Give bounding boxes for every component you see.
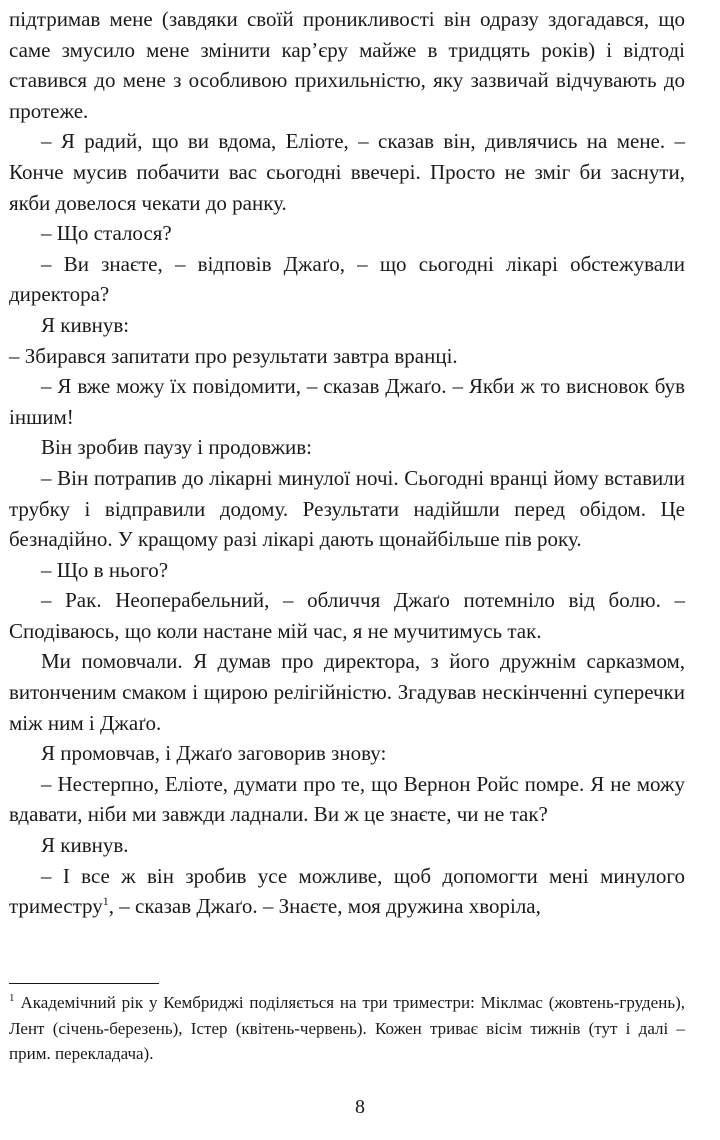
paragraph: – Рак. Неоперабельний, – обличчя Джаґо потемніло від болю. – Сподіваюсь, що коли настане мій час, я не мучитимусь так.: [9, 588, 685, 643]
paragraph: – Збирався запитати про результати завтра вранці.: [9, 343, 458, 368]
paragraph: – Він потрапив до лікарні минулої ночі. Сьогодні вранці йому вставили трубку і відправили додому. Результати надійшли перед обідом. Це безнадійно. У кращому разі лікарі дають щонайбільше пів року.: [9, 465, 685, 552]
paragraph: Я кивнув.: [41, 833, 129, 858]
paragraph: Я промовчав, і Джаґо заговорив знову:: [41, 741, 387, 766]
paragraph: – Я радий, що ви вдома, Еліоте, – сказав він, дивлячись на мене. – Конче мусив побачити вас сьогодні ввечері. Просто не зміг би заснути, якби довелося чекати до ранку.: [9, 129, 685, 215]
footnote-separator: [9, 983, 159, 984]
paragraph-text-after-mark: , – сказав Джаґо. – Знаєте, моя дружина хворіла,: [108, 894, 541, 919]
paragraph: – Що сталося?: [41, 221, 172, 246]
footnote-marker: 1: [9, 992, 15, 1005]
paragraph: – Я вже можу їх повідомити, – сказав Джаґо. – Якби ж то висновок був іншим!: [9, 374, 685, 429]
paragraph: підтримав мене (завдяки своїй проникливості він одразу здогадався, що саме змусило мене змінити кар’єру майже в тридцять років) і відтоді ставився до мене з особливою прихильністю, яку зазвичай відчувають до протеже.: [9, 7, 685, 123]
footnote-reference[interactable]: 1: [102, 894, 109, 909]
paragraph: – Ви знаєте, – відповів Джаґо, – що сьогодні лікарі обстежували директора?: [9, 251, 685, 307]
paragraph: Я кивнув:: [41, 312, 130, 337]
paragraph: Він зробив паузу і продовжив:: [41, 435, 313, 460]
footnote-text: Академічний рік у Кембриджі поділяється на три триместри: Міклмас (жовтень-грудень), Лент (січень-березень), Істер (квітень-червень). Кожен триває вісім тижнів (тут і далі – прим. перекладача).: [9, 993, 685, 1063]
paragraph-text-before-mark: – І все ж він зробив усе можливе, щоб допомогти мені минулого триместру: [9, 863, 685, 919]
main-text: [9, 4, 685, 922]
page-number: 8: [355, 1096, 365, 1118]
paragraph: – Нестерпно, Еліоте, думати про те, що Вернон Ройс помре. Я не можу вдавати, ніби ми завжди ладнали. Ви ж це знаєте, чи не так?: [9, 771, 685, 827]
paragraph: [9, 861, 685, 922]
paragraph: – Що в нього?: [41, 557, 169, 582]
paragraph: Ми помовчали. Я думав про директора, з його дружнім сарказмом, витонченим смаком і щирою релігійністю. Згадував нескінченні суперечки між ним і Джаґо.: [9, 649, 685, 735]
footnote: [9, 990, 685, 1067]
